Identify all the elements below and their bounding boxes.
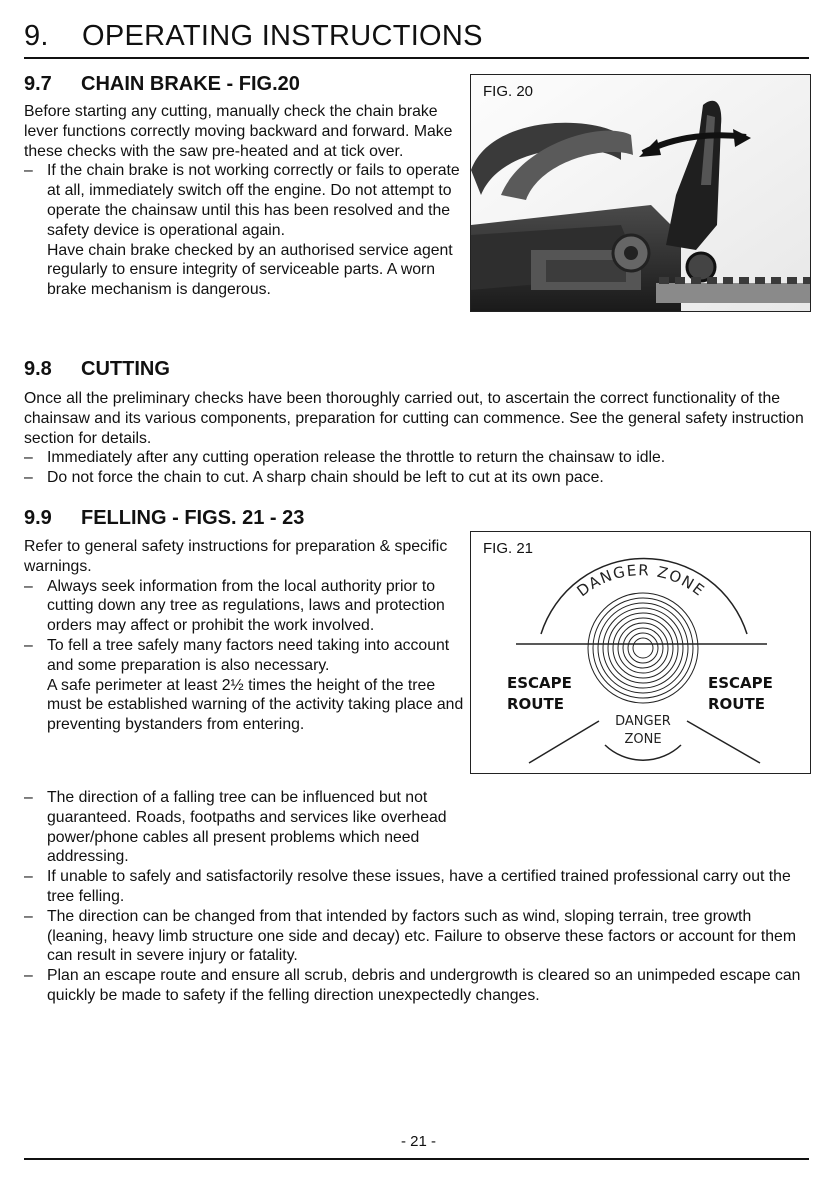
escape-route-line-left [529,721,599,763]
section-9-9-body-wide [24,788,814,1006]
section-title: CHAIN BRAKE - FIG.20 [81,73,300,95]
section-number: 9.9 [24,507,52,529]
bullet-list [24,577,472,735]
section-number: 9.8 [24,358,52,380]
section-title: CUTTING [81,358,170,380]
bullet-list [24,788,814,1006]
danger-zone-label: DANGER ZONE [573,561,709,601]
paragraph: Once all the preliminary checks have been thoroughly carried out, to ascertain the correct functionality of the chainsaw and its various components, preparation for cutting can commence. See the general safety instruction section for details. [24,390,804,447]
paragraph: Refer to general safety instructions for preparation & specific warnings. [24,538,448,575]
list-item [24,161,461,300]
bullet-list [24,161,461,300]
danger-zone-lower [601,713,685,749]
figure-label: FIG. 21 [483,540,534,557]
section-9-7-body [24,102,461,300]
escape-route-line-right [687,721,760,763]
list-item-text: Have chain brake checked by an authorised service agent regularly to ensure integrity of serviceable parts. A worn brake mechanism is dangerous. [47,241,453,299]
svg-text:DANGER ZONE [574,561,709,600]
danger-label-lower: DANGER [615,714,671,729]
list-item [24,636,472,735]
chapter-title: OPERATING INSTRUCTIONS [82,20,483,52]
list-item [24,788,814,867]
zone-label-lower: ZONE [624,732,662,747]
figure-label: FIG. 20 [483,83,534,100]
escape-route-label: ESCAPE [708,674,773,692]
list-item-text: – To fell a tree safely many factors need taking into account and some preparation is also necessary. [47,636,450,674]
paragraph: Before starting any cutting, manually check the chain brake lever functions correctly moving backward and forward. Make these checks with the saw pre-heated and at tick over. [24,103,453,160]
list-item-text: – The direction of a falling tree can be influenced but not guaranteed. Roads, footpaths and services like overhead power/phone cables all present problems which need addressing. [47,789,447,866]
section-heading-9-8 [24,358,170,381]
section-title: FELLING - FIGS. 21 - 23 [81,507,305,529]
danger-zone-top-label-wrap [541,548,741,638]
section-9-8-body [24,389,814,488]
list-item: – The direction can be changed from that intended by factors such as wind, sloping terrain, tree growth (leaning, heavy limb structure one side and decay) etc. Failure to observe these factors or account for them can result in severe injury or fatality. [24,907,814,966]
list-item: – Immediately after any cutting operation release the throttle to return the chainsaw to idle. [24,448,814,468]
list-item: – Do not force the chain to cut. A sharp chain should be left to cut at its own pace. [24,468,814,488]
list-item: – Always seek information from the local authority prior to cutting down any tree as regulations, laws and protection orders may affect or prohibit the work involved. [24,577,472,636]
list-item-text: A safe perimeter at least 2½ times the height of the tree must be established warning of the activity taking place and preventing bystanders from entering. [47,676,464,734]
list-item-text: – If the chain brake is not working correctly or fails to operate at all, immediately switch off the engine. Do not attempt to operate the chainsaw until this has been resolved and the safety device is operational again. [47,162,460,239]
escape-route-label: ESCAPE [507,674,572,692]
chapter-number: 9. [24,20,49,52]
escape-route-label: ROUTE [708,695,765,713]
section-heading-9-9 [24,507,304,530]
figure-21-felling-zones [470,531,811,774]
bullet-list [24,448,814,488]
page-number: - 21 - [400,1133,436,1150]
chainsaw-photo [471,75,810,311]
section-number: 9.7 [24,73,52,95]
list-item: – If unable to safely and satisfactorily resolve these issues, have a certified trained professional carry out the tree felling. [24,867,814,907]
page-title [24,20,483,53]
danger-zone-top-text [541,548,741,638]
list-item: – Plan an escape route and ensure all scrub, debris and undergrowth is cleared so an unimpeded escape can quickly be made to safety if the felling direction unexpectedly changes. [24,966,814,1006]
escape-route-label: ROUTE [507,695,564,713]
escape-route-left [507,673,572,715]
section-9-9-body-narrow [24,537,472,735]
footer-rule [24,1158,809,1160]
figure-20-chain-brake [470,74,811,312]
header-rule [24,57,809,59]
escape-route-right [708,673,773,715]
section-heading-9-7 [24,73,300,96]
